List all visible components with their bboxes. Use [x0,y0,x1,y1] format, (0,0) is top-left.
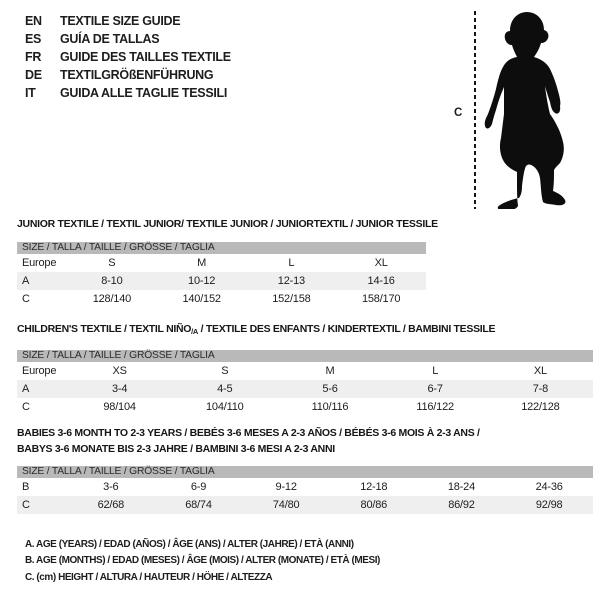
table-cell: 14-16 [336,272,426,290]
row-label-cell: A [17,272,67,290]
table-cell: 3-6 [103,481,119,493]
row-label-cell: C [22,401,30,413]
table-cell: S [221,365,229,377]
table-row [17,254,426,272]
height-measure-label: C [454,107,463,119]
row-label-cell: C [22,293,30,305]
table-cell: S [108,257,116,269]
junior-size-table [17,242,426,308]
table-cell: 116/122 [416,401,454,413]
table-row [17,398,593,416]
table-cell: M [325,365,335,377]
language-row [25,30,231,48]
table-cell: 10-12 [157,272,247,290]
children-table-title [17,323,495,336]
babies-title-line1: BABIES 3-6 MONTH TO 2-3 YEARS / BEBÉS 3-6 MESES A 2-3 AÑOS / BÉBÉS 3-6 MOIS À 2-3 ANS / [17,427,480,439]
legend-note-a: A. AGE (YEARS) / EDAD (AÑOS) / ÂGE (ANS) / ALTER (JAHRE) / ETÀ (ANNI) [25,539,354,550]
language-label: GUIDA ALLE TAGLIE TESSILI [60,86,228,100]
table-cell: 4-5 [172,380,277,398]
table-cell: 68/74 [155,496,243,514]
table-cell: 128/140 [92,293,132,305]
size-header-bar: SIZE / TALLA / TAILLE / GRÖSSE / TAGLIA [17,350,593,362]
language-code: ES [25,32,42,46]
table-cell: 9-12 [275,481,297,493]
table-cell: 92/98 [505,496,593,514]
height-measure-dashed-line [474,11,476,209]
table-cell: 8-10 [67,272,157,290]
table-cell: XL [374,257,388,269]
table-cell: 74/80 [242,496,330,514]
table-cell: 5-6 [277,380,382,398]
language-code: DE [25,68,42,82]
table-cell: 122/128 [521,401,560,413]
table-cell: 3-4 [67,380,172,398]
table-row [17,272,426,290]
size-header-bar: SIZE / TALLA / TAILLE / GRÖSSE / TAGLIA [17,466,593,478]
table-cell: 62/68 [67,496,155,514]
legend-note-b: B. AGE (MONTHS) / EDAD (MESES) / ÂGE (MOIS) / ALTER (MONATE) / ETÀ (MESI) [25,555,380,567]
table-cell: 18-24 [447,481,476,493]
table-cell: XL [533,365,547,377]
table-cell: L [432,365,439,377]
table-cell: 12-18 [360,481,388,493]
height-figure [450,8,580,210]
size-header-bar: SIZE / TALLA / TAILLE / GRÖSSE / TAGLIA [17,242,426,254]
table-cell: 12-13 [247,272,337,290]
table-cell: 140/152 [182,293,221,305]
children-title-text: CHILDREN'S TEXTILE / TEXTIL NIÑO [17,323,192,335]
row-label-cell: A [17,380,67,398]
table-cell: L [288,257,295,269]
babies-title-line2: BABYS 3-6 MONATE BIS 2-3 JAHRE / BAMBINI 3-6 MESI A 2-3 ANNI [17,442,335,455]
table-cell: 158/170 [361,293,401,305]
table-cell: 98/104 [103,401,136,413]
row-label-cell: C [17,496,67,514]
babies-size-table [17,466,593,514]
table-cell: 86/92 [418,496,506,514]
junior-table-title: JUNIOR TEXTILE / TEXTIL JUNIOR/ TEXTILE JUNIOR / JUNIORTEXTIL / JUNIOR TESSILE [17,218,438,230]
language-list [25,12,231,102]
language-row [25,84,231,102]
table-row [17,290,426,308]
table-cell: 24-36 [535,481,563,493]
table-cell: 110/116 [311,401,349,413]
language-code: FR [25,50,42,64]
size-bar-row [17,466,593,478]
language-label: TEXTILGRÖßENFÜHRUNG [60,68,214,82]
legend-notes [25,537,380,586]
size-bar-row [17,350,593,362]
children-title-text: / TEXTILE DES ENFANTS / KINDERTEXTIL / BAMBINI TESSILE [198,323,496,335]
table-row [17,478,593,496]
table-cell: 80/86 [330,496,418,514]
table-cell: 7-8 [488,380,593,398]
table-row [17,496,593,514]
table-row [17,362,593,380]
language-row [25,66,231,84]
size-bar-row [17,242,426,254]
language-row [25,48,231,66]
language-code: IT [25,86,36,100]
language-code: EN [25,14,42,28]
table-cell: 152/158 [272,293,311,305]
table-cell: XS [112,365,127,377]
table-cell: 6-9 [190,481,207,493]
table-cell: 6-7 [383,380,488,398]
legend-note-c: C. (cm) HEIGHT / ALTURA / HAUTEUR / HÖHE / ALTEZZA [25,571,273,583]
language-row [25,12,231,30]
language-label: TEXTILE SIZE GUIDE [60,14,181,28]
language-label: GUÍA DE TALLAS [60,32,160,46]
table-row [17,380,593,398]
table-cell: M [197,257,207,269]
table-cell: 104/110 [206,401,244,413]
toddler-silhouette-icon [483,9,578,209]
row-label-cell: B [22,481,30,493]
language-label: GUIDE DES TAILLES TEXTILE [60,50,231,64]
row-label-cell: Europe [22,257,57,269]
children-title-subscript: /A [191,327,199,336]
row-label-cell: Europe [22,365,57,377]
children-size-table [17,350,593,416]
babies-table-title [17,426,480,457]
